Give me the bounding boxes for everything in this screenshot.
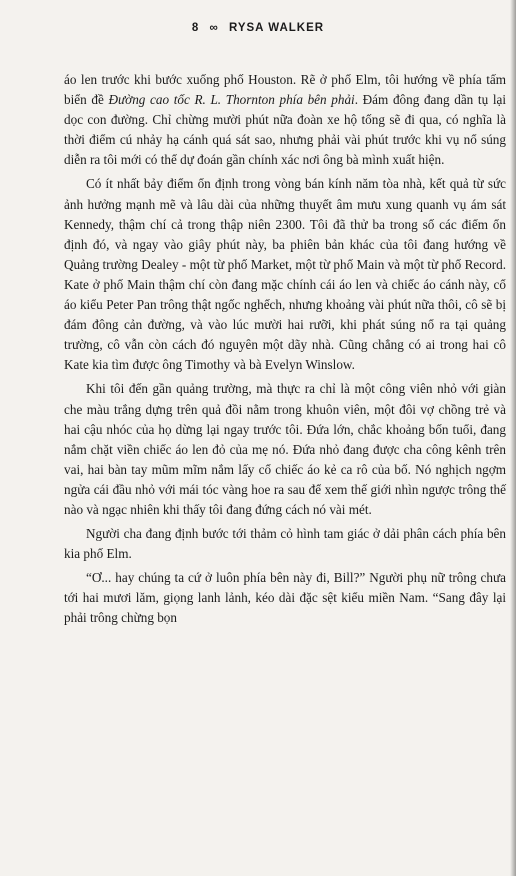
author-name: RYSA WALKER xyxy=(228,22,325,34)
road-sign-text: Đường cao tốc R. L. Thornton phía bên phải xyxy=(108,92,355,108)
paragraph-3: Khi tôi đến gần quảng trường, mà thực ra chỉ là một công viên nhỏ với giàn che màu trắng dựng trên quả đồi nằm trong khuôn viên, một đôi vợ chồng trẻ và hai cậu nhóc của họ dừng lại ngay trước tôi. Đứa lớn, chắc khoảng bốn tuổi, đang nắm chặt viền chiếc áo len đỏ của mẹ nó. Đứa nhỏ đang được cha công kênh trên vai, hai bàn tay mũm mĩm nắm lấy cổ chiếc áo kẻ ca rô của bố. Nó nghịch ngợm ngửa cái đầu nhỏ với mái tóc vàng hoe ra sau để xem thế giới nhìn ngược trông thế nào và ngạc nhiên khi thấy tôi đang đứng cách nó vài mét. xyxy=(64,381,506,517)
body-text xyxy=(64,70,506,633)
page-number: 8 xyxy=(191,22,200,34)
paragraph-5: “Ơ... hay chúng ta cứ ở luôn phía bên này đi, Bill?” Người phụ nữ trông chưa tới hai mươi lăm, giọng lanh lảnh, kéo dài đặc sệt kiểu miền Nam. “Sang đây lại phải trông chừng bọn xyxy=(64,570,506,626)
page-edge-shadow xyxy=(510,0,516,876)
infinity-ornament: ∞ xyxy=(209,22,219,34)
running-header xyxy=(0,22,516,34)
paragraph-1-text-a: áo len trước khi bước xuống phố Houston. Rẽ ở phố Elm, tôi hướng về phía tấm biển đề xyxy=(64,72,506,108)
paragraph-2: Có ít nhất bảy điểm ổn định trong vòng bán kính năm tòa nhà, kết quả từ sức ảnh hưởng mạnh mẽ và lâu dài của những thuyết âm mưu xung quanh vụ ám sát Kennedy, thậm chí cả trong thập niên 2300. Tôi đã thử ba trong số các điểm ổn định đó, và ngay vào giây phút này, ba phiên bản khác của tôi đang hướng về Quảng trường Dealey - một từ phố Market, một từ phố Main và một từ phố Record. Kate ở phố Main thậm chí còn đang mặc chính cái áo len và chiếc áo cánh này, cổ áo kiểu Peter Pan trông thật ngốc nghếch, nhưng khoảng vài phút nữa thôi, cô sẽ bị đám đông cản đường, và vào lúc mười hai rưỡi, khi phát súng nổ ra tại quảng trường, cô vẫn còn cách đó nguyên một dãy nhà. Cũng chẳng có ai trong hai cô Kate kia tìm được ông Timothy và bà Evelyn Winslow. xyxy=(64,176,506,373)
paragraph-1 xyxy=(64,70,506,170)
paragraph-4: Người cha đang định bước tới thảm cỏ hình tam giác ở dải phân cách phía bên kia phố Elm. xyxy=(64,526,506,562)
paragraph-1-text-b: . Đám đông đang dần tụ lại dọc con đường. Chỉ chừng mười phút nữa đoàn xe hộ tống sẽ đi qua, có nghĩa là thời điểm cú nhảy hạ cánh quá sát sao, nhưng phải vài phút trước khi vụ nổ súng diễn ra tôi mới có thể dự đoán gần chính xác nơi ông bà mình xuất hiện. xyxy=(64,92,507,168)
